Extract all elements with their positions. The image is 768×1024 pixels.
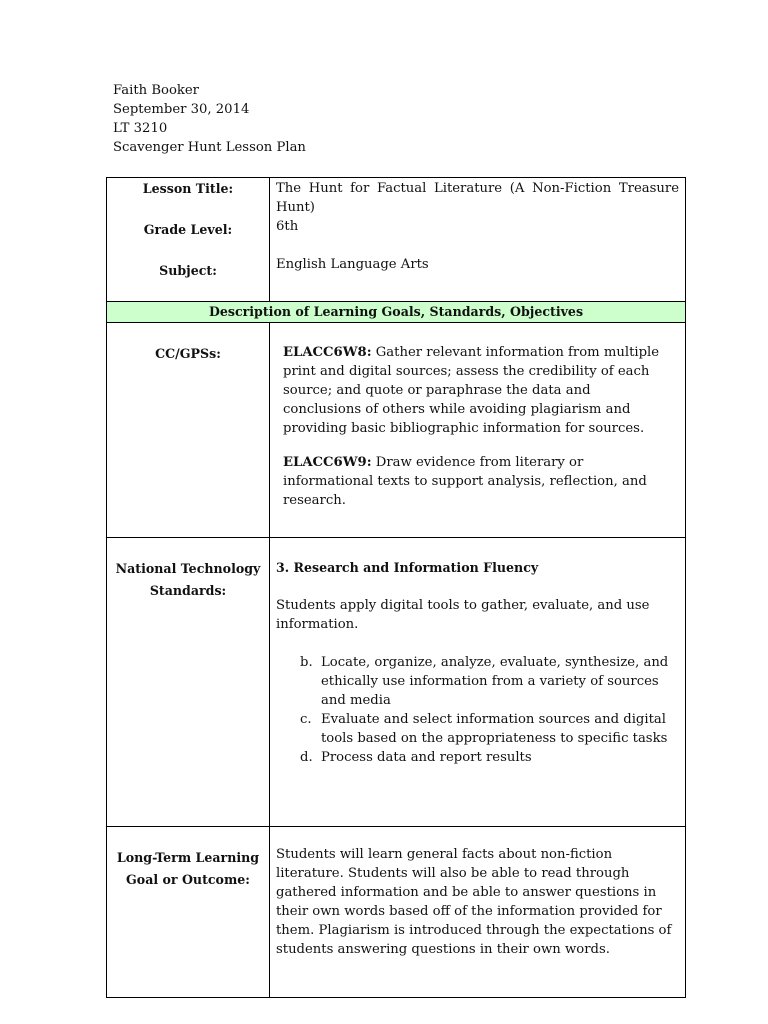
list-item [300, 748, 677, 767]
document-title: Scavenger Hunt Lesson Plan [113, 140, 306, 155]
section-heading: Description of Learning Goals, Standards, Objectives [107, 302, 686, 323]
list-item-text: Evaluate and select information sources and digital tools based on the appropriateness to specific tasks [321, 712, 668, 746]
standard-heading: 3. Research and Information Fluency [276, 560, 539, 575]
learning-goal-label [107, 827, 270, 998]
document-date: September 30, 2014 [113, 102, 250, 117]
label-line: Long-Term Learning [116, 850, 260, 865]
learning-goal-row [107, 827, 686, 998]
lesson-title-value: The Hunt for Factual Literature (A Non-Fiction Treasure Hunt) [276, 181, 679, 215]
lesson-info-labels [107, 178, 270, 302]
standard-text: Draw evidence from literary or informational texts to support analysis, reflection, and research. [283, 455, 647, 508]
list-marker: d. [300, 750, 313, 765]
list-marker: c. [300, 712, 312, 727]
ccgps-row [107, 323, 686, 538]
standard-w8 [283, 343, 661, 438]
ccgps-label: CC/GPSs: [107, 323, 270, 538]
lesson-plan-table [106, 177, 686, 998]
list-marker: b. [300, 655, 313, 670]
list-item-text: Locate, organize, analyze, evaluate, synthesize, and ethically use information from a variety of sources and media [321, 655, 669, 708]
standard-list [276, 653, 677, 767]
course-code: LT 3210 [113, 121, 168, 136]
technology-standards-label [107, 538, 270, 827]
grade-level-label: Grade Level: [143, 222, 233, 237]
standard-text: Gather relevant information from multiple print and digital sources; assess the credibility of each source; and quote or paraphrase the data and conclusions of others while avoiding plagiarism and providing basic bibliographic information for sources. [283, 345, 660, 436]
technology-standards-row [107, 538, 686, 827]
lesson-info-values [270, 178, 686, 302]
label-line: Goal or Outcome: [126, 872, 250, 887]
label-line: Standards: [149, 583, 227, 598]
standard-w9 [283, 453, 661, 510]
label-line: National Technology [115, 561, 261, 576]
technology-standards-content [270, 538, 686, 827]
document-header [113, 81, 306, 157]
lesson-title-label: Lesson Title: [142, 181, 234, 196]
subject-label: Subject: [159, 263, 217, 278]
grade-level-value: 6th [276, 219, 299, 234]
subject-value: English Language Arts [276, 257, 429, 272]
section-heading-row [107, 302, 686, 323]
standard-code: ELACC6W8: [283, 345, 372, 360]
lesson-info-row [107, 178, 686, 302]
ccgps-standards [270, 323, 686, 538]
standard-intro: Students apply digital tools to gather, evaluate, and use information. [276, 598, 650, 632]
standard-code: ELACC6W9: [283, 455, 372, 470]
list-item [300, 653, 677, 710]
learning-goal-text: Students will learn general facts about non-fiction literature. Students will also be able to read through gathered information and be able to answer questions in their own words based off of the information provided for them. Plagiarism is introduced through the expectations of students answering questions in their own words. [270, 827, 686, 998]
author-name: Faith Booker [113, 83, 199, 98]
list-item [300, 710, 677, 748]
list-item-text: Process data and report results [321, 750, 532, 765]
